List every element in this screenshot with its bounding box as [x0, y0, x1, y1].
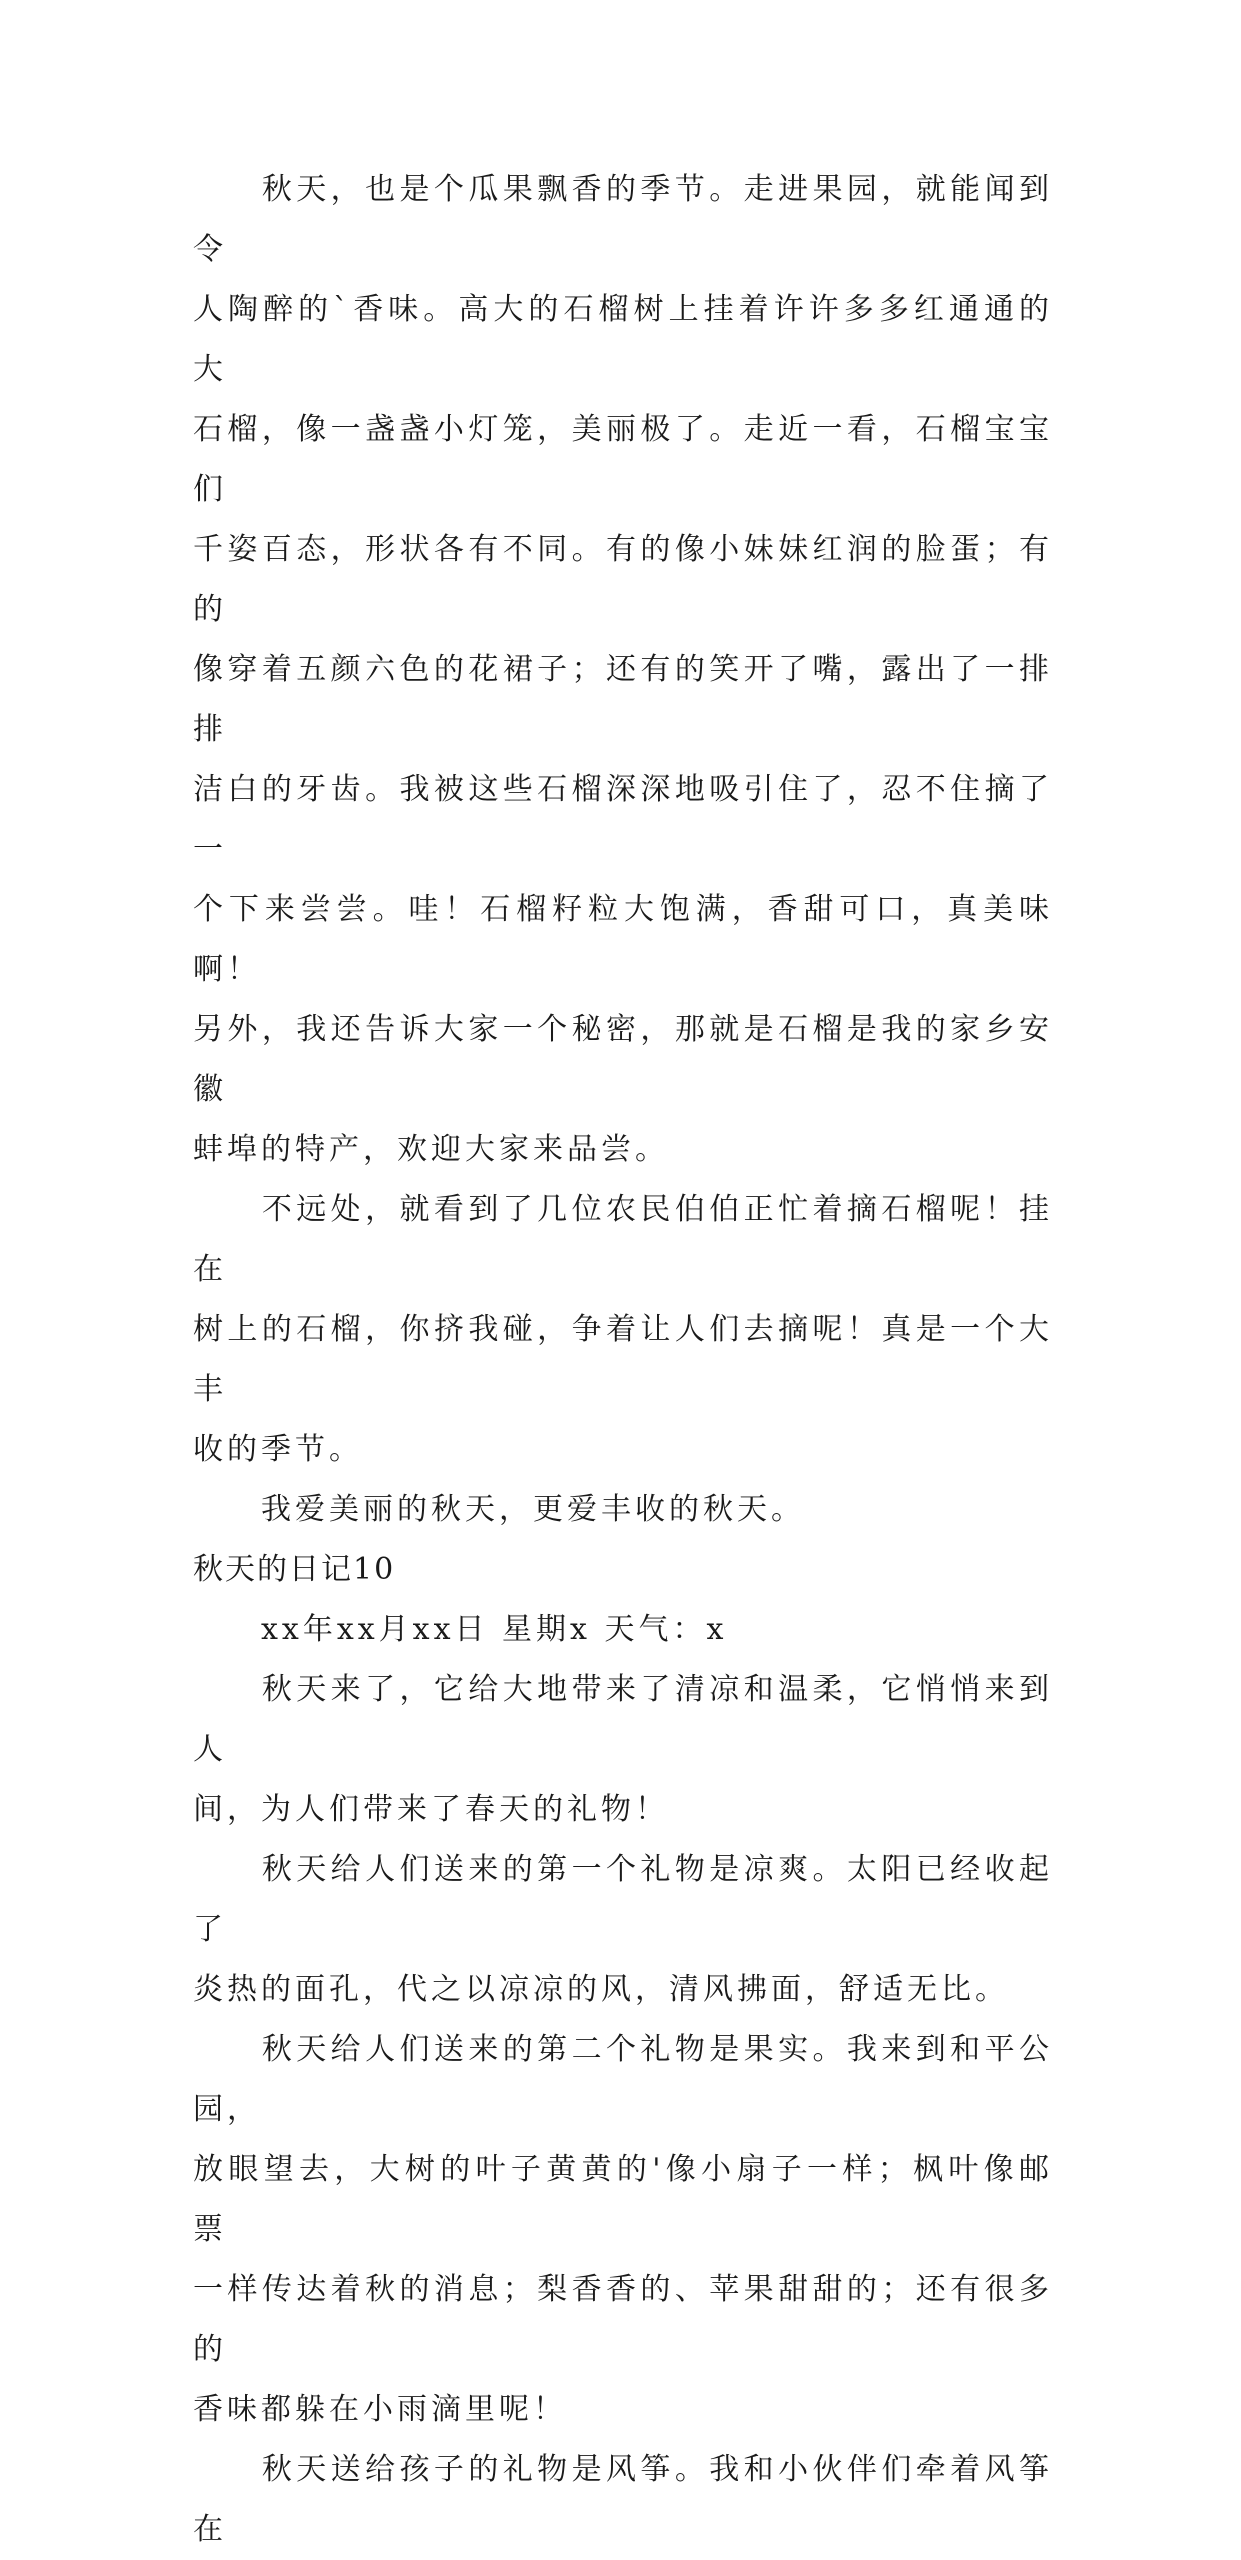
para-second-gift: 秋天给人们送来的第二个礼物是果实。我来到和平公园， 放眼望去，大树的叶子黄黄的'像小扇子一样；枫叶像邮票 一样传达着秋的消息；梨香香的、苹果甜甜的；还有很多的 香味都躲在小雨滴里呢！: [193, 2032, 1053, 2427]
para-melon-fruit-season: 秋天，也是个瓜果飘香的季节。走进果园，就能闻到令 人陶醉的`香味。高大的石榴树上挂着许许多多红通通的大 石榴，像一盏盏小灯笼，美丽极了。走近一看，石榴宝宝们 千姿百态，形状各有不同。有的像小妹妹红润的脸蛋；有的 像穿着五颜六色的花裙子；还有的笑开了嘴，露出了一排排 洁白的牙齿。我被这些石榴深深地吸引住了，忍不住摘了一 个下来尝尝。哇！石榴籽粒大饱满，香甜可口，真美味啊！ 另外，我还告诉大家一个秘密，那就是石榴是我的家乡安徽 蚌埠的特产，欢迎大家来品尝。: [193, 172, 1053, 1167]
para-farmers-picking: 不远处，就看到了几位农民伯伯正忙着摘石榴呢！挂在 树上的石榴，你挤我碰，争着让人们去摘呢！真是一个大丰 收的季节。: [193, 1192, 1053, 1467]
para-love-autumn: 我爱美丽的秋天，更爱丰收的秋天。: [193, 1492, 805, 1527]
diary-date-line: xx年xx月xx日 星期x 天气：x: [193, 1612, 728, 1647]
para-autumn-arrives: 秋天来了，它给大地带来了清凉和温柔，它悄悄来到人 间，为人们带来了春天的礼物！: [193, 1672, 1053, 1827]
para-first-gift: 秋天给人们送来的第一个礼物是凉爽。太阳已经收起了 炎热的面孔，代之以凉凉的风，清风拂面，舒适无比。: [193, 1852, 1053, 2007]
document-body: [193, 160, 1053, 2560]
para-kite-gift: 秋天送给孩子的礼物是风筝。我和小伙伴们牵着风筝在: [193, 2452, 1053, 2547]
diary-title: 秋天的日记10: [193, 1552, 396, 1587]
